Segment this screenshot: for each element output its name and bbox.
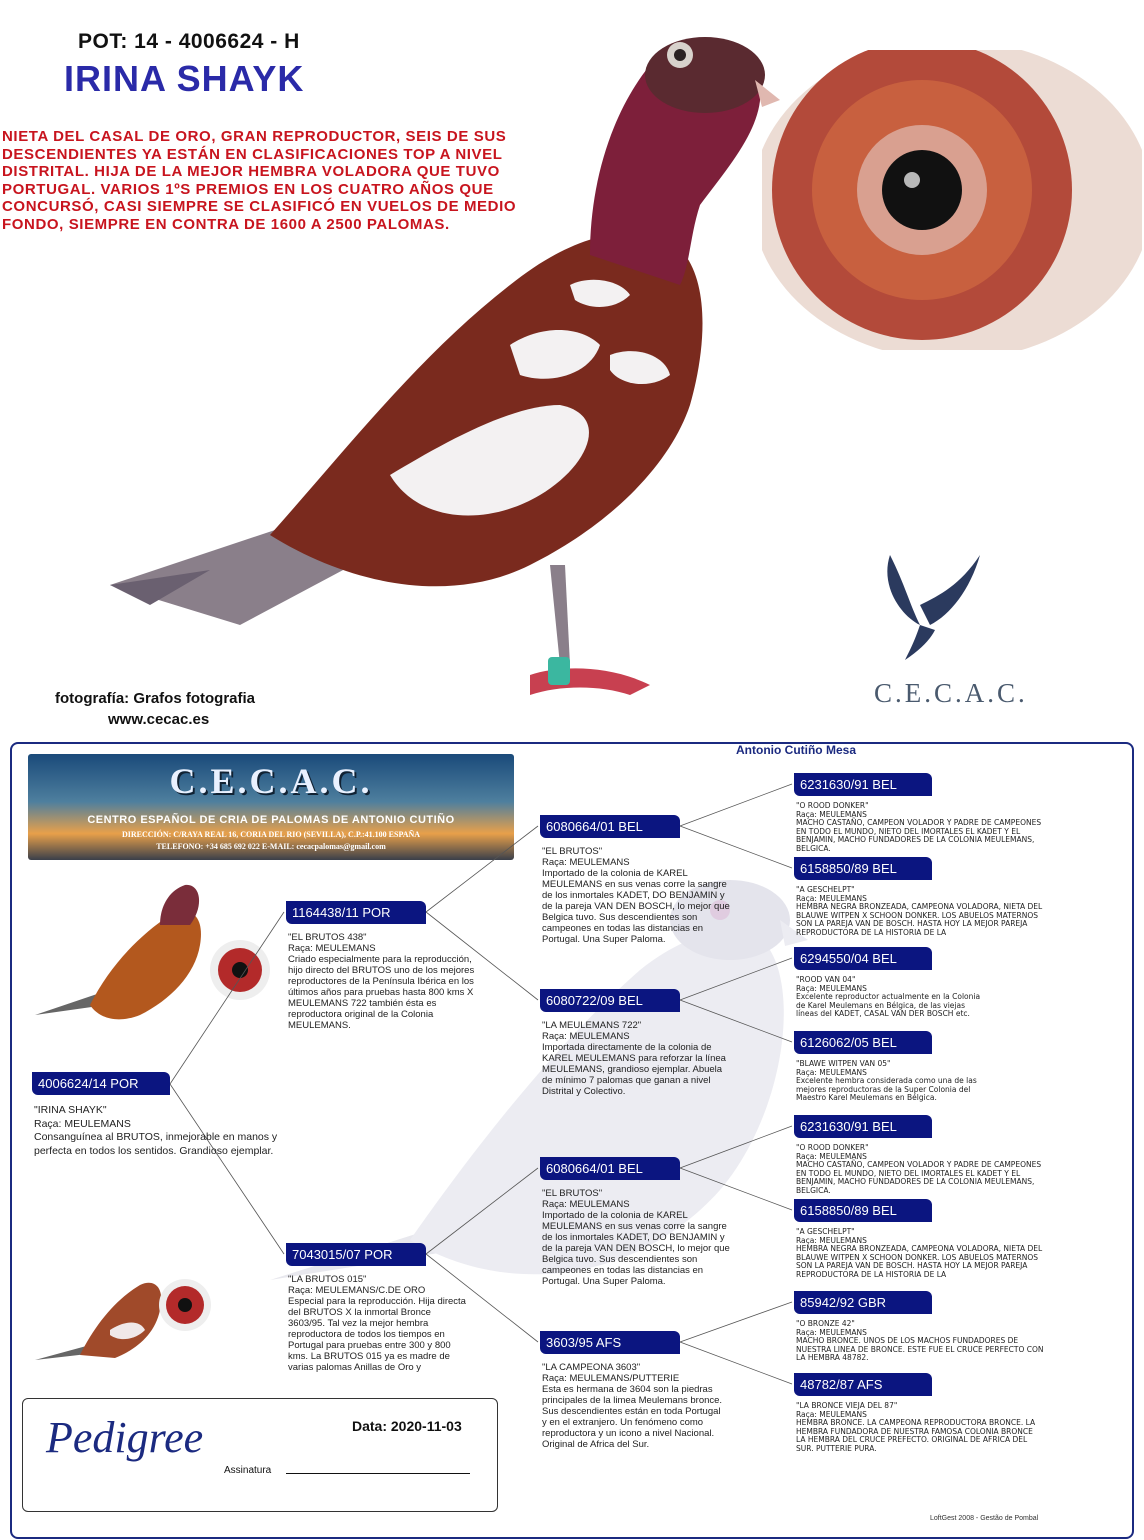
ggp-5-text: MACHO CASTAÑO, CAMPEON VOLADOR Y PADRE DE CAMPEONES EN TODO EL MUNDO, NIETO DEL IMORTALES EL KADET Y EL BENJAMIN, MACHO FUNDADORES DE LA COLONIA MEULEMANS, BELGICA. bbox=[796, 1160, 1042, 1195]
grandsire-paternal-info bbox=[542, 846, 732, 945]
ggp-1-name: "O ROOD DONKER" bbox=[796, 801, 869, 810]
sire-race: Raça: MEULEMANS bbox=[288, 943, 376, 954]
pot-ring-number: POT: 14 - 4006624 - H bbox=[78, 30, 300, 53]
gp3-name: "EL BRUTOS" bbox=[542, 1188, 603, 1199]
granddam-paternal-ring-box[interactable]: 6080722/09 BEL bbox=[540, 989, 680, 1012]
ggp-4-name: "BLAWE WITPEN VAN 05" bbox=[796, 1059, 891, 1068]
ggp-5-ring-box[interactable]: 6231630/91 BEL bbox=[794, 1115, 932, 1138]
sire-text: Criado especialmente para la reproducción, hijo directo del BRUTOS uno de los mejores reproductores de la Península Ibérica en los últimos años para pruebas hasta 800 kms X MEULEMANS 722 también ésta es reproductora original de la Colonia MEULEMANS. bbox=[288, 954, 475, 1031]
pedigree-date: Data: 2020-11-03 bbox=[352, 1418, 462, 1434]
ggp-2-name: "A GESCHELPT" bbox=[796, 886, 855, 894]
dam-info bbox=[288, 1274, 468, 1386]
ggp-2-race: Raça: MEULEMANS bbox=[796, 893, 867, 903]
grandsire-maternal-info bbox=[542, 1188, 732, 1287]
ggp-2-ring-box[interactable]: 6158850/89 BEL bbox=[794, 857, 932, 880]
gp2-name: "LA MEULEMANS 722" bbox=[542, 1020, 642, 1031]
ggp-6-ring-box[interactable]: 6158850/89 BEL bbox=[794, 1199, 932, 1222]
gp1-text: Importado de la colonia de KAREL MEULEMANS en sus venas corre la sangre de los inmortales KADET, DO BENJAMIN y de la pareja VAN DEN BOSCH, lo mejor que Belgica tuvo. Sus descendientes son campeones en todas las distancias en Portugal. Una Super Paloma. bbox=[542, 868, 730, 945]
ggp-4-text: Excelente hembra considerada como una de las mejores reproductoras de la Super Colonia del Maestro Karel Meulemans en Bélgica. bbox=[796, 1076, 977, 1103]
ggp-1-race: Raça: MEULEMANS bbox=[796, 809, 867, 819]
subject-name: "IRINA SHAYK" bbox=[34, 1104, 107, 1116]
pigeon-name: IRINA SHAYK bbox=[64, 58, 305, 99]
gp2-text: Importada directamente de la colonia de KAREL MEULEMANS para reforzar la línea MEULEMANS, grandioso ejemplar. Abuela de mínimo 7 palomas que ganan a nivel Distrital y Colectivo. bbox=[542, 1042, 726, 1097]
gp4-text: Esta es hermana de 3604 son la piedras principales de la limea Meulemans bronce. Sus descendientes están en toda Portugal y en el extranjero. Un fenómeno como reproductora y un icono a nivel Nacional. Original de Africa del Sur. bbox=[542, 1384, 723, 1450]
ggp-7-name: "O BRONZE 42" bbox=[796, 1319, 855, 1328]
signature-line[interactable] bbox=[286, 1473, 470, 1474]
ggp-1-ring-box[interactable]: 6231630/91 BEL bbox=[794, 773, 932, 796]
gp4-name: "LA CAMPEONA 3603" bbox=[542, 1362, 641, 1373]
banner-address: DIRECCIÓN: C/RAYA REAL 16, CORIA DEL RIO (SEVILLA), C.P.:41.100 ESPAÑA bbox=[121, 830, 421, 839]
gp2-race: Raça: MEULEMANS bbox=[542, 1031, 630, 1042]
subject-info bbox=[34, 1104, 284, 1158]
signature-label: Assinatura bbox=[224, 1465, 272, 1476]
ggp-5-name: "O ROOD DONKER" bbox=[796, 1143, 869, 1152]
ggp-8-info bbox=[796, 1402, 1044, 1454]
sire-info bbox=[288, 932, 484, 1031]
software-credit: LoftGest 2008 - Gestão de Pombal bbox=[930, 1515, 1039, 1522]
banner-subtitle: CENTRO ESPAÑOL DE CRIA DE PALOMAS DE ANTONIO CUTIÑO bbox=[87, 814, 455, 826]
gp3-text: Importado de la colonia de KAREL MEULEMANS en sus venas corre la sangre de los inmortales KADET, DO BENJAMIN y de la pareja VAN DEN BOSCH, lo mejor que Belgica tuvo. Sus descendientes son campeones en todas las distancias en Portugal. Una Super Paloma. bbox=[542, 1210, 730, 1287]
ggp-4-info bbox=[796, 1060, 986, 1103]
sire-ring-box[interactable]: 1164438/11 POR bbox=[286, 901, 426, 924]
gp1-race: Raça: MEULEMANS bbox=[542, 857, 630, 868]
ggp-6-info bbox=[796, 1228, 1044, 1280]
ggp-6-race: Raça: MEULEMANS bbox=[796, 1235, 867, 1245]
ggp-6-text: HEMBRA NEGRA BRONZEADA, CAMPEONA VOLADORA, NIETA DEL BLAUWE WITPEN X SCHOON DONKER. LOS ABUELOS MATERNOS SON LA PAREJA VAN DE BOSCH. HASTA HOY LA MEJOR PAREJA REPRODUCTORA DE LA HISTORIA DE LA bbox=[796, 1244, 1043, 1279]
ggp-8-race: Raça: MEULEMANS bbox=[796, 1409, 867, 1419]
dam-ring-box[interactable]: 7043015/07 POR bbox=[286, 1243, 426, 1266]
gp3-race: Raça: MEULEMANS bbox=[542, 1199, 630, 1210]
ggp-3-name: "ROOD VAN 04" bbox=[796, 975, 856, 984]
dam-text: Especial para la reproducción. Hija directa del BRUTOS X la inmortal Bronce 3603/95. Tal vez la mejor hembra reproductora de todos los tiempos en Portugal para pruebas entre 300 y 800 kms. La BRUTOS 015 ya es madre de varias palomas Anillas de Oro y bbox=[288, 1296, 466, 1373]
ggp-5-info bbox=[796, 1144, 1044, 1196]
ggp-7-race: Raça: MEULEMANS bbox=[796, 1327, 867, 1337]
ggp-6-name: "A GESCHELPT" bbox=[796, 1228, 855, 1236]
pigeon-description: NIETA DEL CASAL DE ORO, GRAN REPRODUCTOR, SEIS DE SUS DESCENDIENTES YA ESTÁN EN CLASIFICACIONES TOP A NIVEL DISTRITAL. HIJA DE LA MEJOR HEMBRA VOLADORA QUE TUVO PORTUGAL. VARIOS 1ºS PREMIOS EN LOS CUATRO AÑOS QUE CONCURSÓ, CASI SIEMPRE SE CLASIFICÓ EN VUELOS DE MEDIO FONDO, SIEMPRE EN CONTRA DE 1600 A 2500 PALOMAS. bbox=[2, 128, 517, 233]
ggp-8-name: "LA BRONCE VIEJA DEL 87" bbox=[796, 1401, 898, 1410]
ggp-8-text: HEMBRA BRONCE. LA CAMPEONA REPRODUCTORA BRONCE. LA HEMBRA FUNDADORA DE NUESTRA FAMOSA COLONIA BRONCE LA HEMBRA DEL CRUCE PREFECTO. ORIGINAL DE AFRICA DEL SUR. PUTTERIE PURA. bbox=[796, 1418, 1036, 1453]
owner-name: Antonio Cutiño Mesa bbox=[736, 743, 856, 757]
ggp-2-text: HEMBRA NEGRA BRONZEADA, CAMPEONA VOLADORA, NIETA DEL BLAUWE WITPEN X SCHOON DONKER. LOS ABUELOS MATERNOS SON LA PAREJA VAN DE BOSCH. HASTA HOY LA MEJOR PAREJA REPRODUCTORA DE LA HISTORIA DE LA bbox=[796, 902, 1043, 937]
ggp-3-info bbox=[796, 976, 986, 1019]
gp4-race: Raça: MEULEMANS/PUTTERIE bbox=[542, 1373, 680, 1384]
ggp-4-race: Raça: MEULEMANS bbox=[796, 1067, 867, 1077]
grandsire-paternal-ring-box[interactable]: 6080664/01 BEL bbox=[540, 815, 680, 838]
ggp-1-text: MACHO CASTAÑO, CAMPEON VOLADOR Y PADRE DE CAMPEONES EN TODO EL MUNDO, NIETO DEL IMORTALES EL KADET Y EL BENJAMIN, MACHO FUNDADORES DE LA COLONIA MEULEMANS, BELGICA. bbox=[796, 818, 1042, 853]
dam-race: Raça: MEULEMANS/C.DE ORO bbox=[288, 1285, 426, 1296]
cecac-brand-text: C.E.C.A.C. bbox=[874, 678, 1028, 708]
ggp-8-ring-box[interactable]: 48782/87 AFS bbox=[794, 1373, 932, 1396]
grandsire-maternal-ring-box[interactable]: 6080664/01 BEL bbox=[540, 1157, 680, 1180]
ggp-3-text: Excelente reproductor actualmente en la Colonia de Karel Meulemans en Bélgica, de las viejas líneas del KADET, CASAL VAN DER BOSCH etc. bbox=[796, 992, 981, 1019]
granddam-maternal-ring-box[interactable]: 3603/95 AFS bbox=[540, 1331, 680, 1354]
pedigree-title: Pedigree bbox=[46, 1413, 204, 1462]
ggp-5-race: Raça: MEULEMANS bbox=[796, 1151, 867, 1161]
ggp-4-ring-box[interactable]: 6126062/05 BEL bbox=[794, 1031, 932, 1054]
website-link[interactable]: www.cecac.es bbox=[108, 711, 210, 728]
ggp-1-info bbox=[796, 802, 1044, 854]
banner-phone: TELEFONO: +34 685 692 022 E-MAIL: cecacpalomas@gmail.com bbox=[156, 842, 386, 851]
banner-title: C.E.C.A.C. bbox=[169, 761, 373, 801]
ggp-7-ring-box[interactable]: 85942/92 GBR bbox=[794, 1291, 932, 1314]
ggp-7-info bbox=[796, 1320, 1044, 1363]
dam-name: "LA BRUTOS 015" bbox=[288, 1274, 367, 1285]
subject-ring-box[interactable]: 4006624/14 POR bbox=[32, 1072, 170, 1095]
ggp-3-race: Raça: MEULEMANS bbox=[796, 983, 867, 993]
ggp-2-info bbox=[796, 886, 1044, 938]
gp1-name: "EL BRUTOS" bbox=[542, 846, 603, 857]
subject-text: Consanguínea al BRUTOS, inmejorable en manos y perfecta en todos los sentidos. Grandioso ejemplar. bbox=[34, 1131, 278, 1157]
sire-name: "EL BRUTOS 438" bbox=[288, 932, 367, 943]
granddam-maternal-info bbox=[542, 1362, 726, 1450]
granddam-paternal-info bbox=[542, 1020, 732, 1097]
ggp-7-text: MACHO BRONCE. UNOS DE LOS MACHOS FUNDADORES DE NUESTRA LINEA DE BRONCE. ESTE FUE EL CRUCE PERFECTO CON LA HEMBRA 48782. bbox=[796, 1336, 1044, 1363]
ggp-3-ring-box[interactable]: 6294550/04 BEL bbox=[794, 947, 932, 970]
subject-race: Raça: MEULEMANS bbox=[34, 1117, 131, 1130]
photo-credit: fotografía: Grafos fotografia bbox=[55, 690, 256, 707]
